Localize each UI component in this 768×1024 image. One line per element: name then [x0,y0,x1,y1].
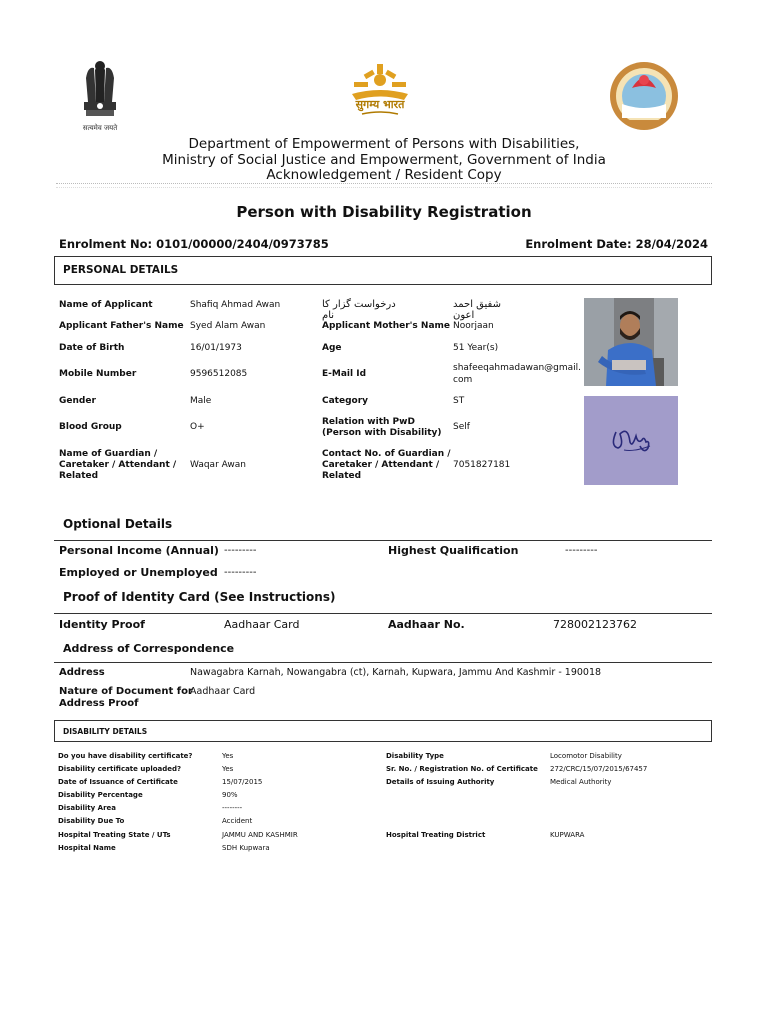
issue-date-value: 15/07/2015 [222,778,263,786]
relation-label-1: Relation with PwD [322,417,415,427]
cert-label: Do you have disability certificate? [58,752,193,760]
enrolment-number [59,237,329,251]
hospital-label: Hospital Name [58,844,116,852]
disability-details-title: DISABILITY DETAILS [63,727,148,736]
authority-label: Details of Issuing Authority [386,778,495,786]
address-label: Address [59,667,105,678]
header-divider-2 [56,187,712,188]
applicant-photo [584,298,678,386]
issue-date-label: Date of Issuance of Certificate [58,778,178,786]
relation-value: Self [453,422,470,432]
percentage-value: 90% [222,791,238,799]
category-label: Category [322,396,369,406]
enrolment-date-value: 28/04/2024 [635,237,708,251]
gender-value: Male [190,396,212,406]
percentage-label: Disability Percentage [58,791,143,799]
employed-value: --------- [224,567,257,578]
identity-proof-label: Identity Proof [59,618,145,631]
address-doc-label-1: Nature of Document for [59,686,193,697]
jk-state-emblem-icon [608,58,680,134]
due-value: Accident [222,817,253,825]
type-value: Locomotor Disability [550,752,622,760]
name-urdu-value: شفیق احمد اعون [453,299,501,321]
disability-details-header [54,720,712,742]
district-value: KUPWARA [550,831,585,839]
authority-value: Medical Authority [550,778,612,786]
income-value: --------- [224,545,257,556]
mother-label: Applicant Mother's Name [322,321,450,331]
optional-divider [54,540,712,541]
hospital-value: SDH Kupwara [222,844,270,852]
area-value: -------- [222,804,243,812]
identity-divider [54,613,712,614]
sugamya-bharat-logo-icon [346,60,414,120]
logo-center-text: सुगम्य भारत [355,98,405,111]
dob-value: 16/01/1973 [190,343,242,353]
income-label: Personal Income (Annual) [59,544,219,557]
guardian-contact-label-3: Related [322,471,362,481]
name-urdu-label: درخواست گزار کا نام [322,299,396,321]
mother-value: Noorjaan [453,321,494,331]
personal-details-title: PERSONAL DETAILS [63,264,179,276]
guardian-contact-label-1: Contact No. of Guardian / [322,449,451,459]
blood-group-label: Blood Group [59,422,122,432]
qualification-value: --------- [565,545,598,556]
enrolment-no-value: 0101/00000/2404/0973785 [156,237,329,251]
district-label: Hospital Treating District [386,831,486,839]
mobile-value: 9596512085 [190,369,248,379]
aadhaar-label: Aadhaar No. [388,618,465,631]
age-value: 51 Year(s) [453,343,499,353]
enrolment-date [525,237,708,251]
uploaded-value: Yes [222,765,234,773]
header-copy-type: Acknowledgement / Resident Copy [266,167,502,183]
national-emblem-icon [76,58,124,134]
due-label: Disability Due To [58,817,125,825]
state-label: Hospital Treating State / UTs [58,831,171,839]
relation-label-2: (Person with Disability) [322,428,442,438]
address-divider [54,662,712,663]
emblem-caption: सत्यमेव जयते [82,124,118,132]
state-value: JAMMU AND KASHMIR [222,831,298,839]
address-section-title: Address of Correspondence [63,642,235,655]
email-value-2: com [453,375,473,385]
guardian-contact-label-2: Caretaker / Attendant / [322,460,440,470]
regno-label: Sr. No. / Registration No. of Certificate [386,765,538,773]
area-label: Disability Area [58,804,116,812]
guardian-contact-value: 7051827181 [453,460,511,470]
dob-label: Date of Birth [59,343,125,353]
regno-value: 272/CRC/15/07/2015/67457 [550,765,648,773]
optional-details-title: Optional Details [63,517,173,531]
identity-section-title: Proof of Identity Card (See Instructions) [63,590,336,604]
cert-value: Yes [222,752,234,760]
header-ministry: Ministry of Social Justice and Empowerment, Government of India [162,152,606,168]
aadhaar-value: 728002123762 [553,618,637,631]
mobile-label: Mobile Number [59,369,137,379]
category-value: ST [453,396,465,406]
identity-proof-value: Aadhaar Card [224,618,300,631]
age-label: Age [322,343,342,353]
blood-group-value: O+ [190,422,205,432]
page-title: Person with Disability Registration [236,203,532,221]
guardian-label-2: Caretaker / Attendant / [59,460,177,470]
enrolment-no-label: Enrolment No: [59,237,153,251]
address-doc-label-2: Address Proof [59,698,139,709]
email-value-1: shafeeqahmadawan@gmail. [453,363,582,373]
address-doc-value: Aadhaar Card [190,686,256,697]
enrolment-date-label: Enrolment Date: [525,237,632,251]
uploaded-label: Disability certificate uploaded? [58,765,182,773]
personal-details-header [54,256,712,285]
father-label: Applicant Father's Name [59,321,184,331]
name-label: Name of Applicant [59,300,153,310]
header-divider [56,183,712,184]
gender-label: Gender [59,396,96,406]
employed-label: Employed or Unemployed [59,566,218,579]
name-value: Shafiq Ahmad Awan [190,300,281,310]
father-value: Syed Alam Awan [190,321,266,331]
qualification-label: Highest Qualification [388,544,519,557]
address-value: Nawagabra Karnah, Nowangabra (ct), Karnah, Kupwara, Jammu And Kashmir - 190018 [190,667,602,678]
guardian-value: Waqar Awan [190,460,246,470]
type-label: Disability Type [386,752,444,760]
applicant-signature [584,396,678,485]
guardian-label-3: Related [59,471,99,481]
email-label: E-Mail Id [322,369,367,379]
header-department: Department of Empowerment of Persons with Disabilities, [188,136,580,152]
guardian-label-1: Name of Guardian / [59,449,158,459]
